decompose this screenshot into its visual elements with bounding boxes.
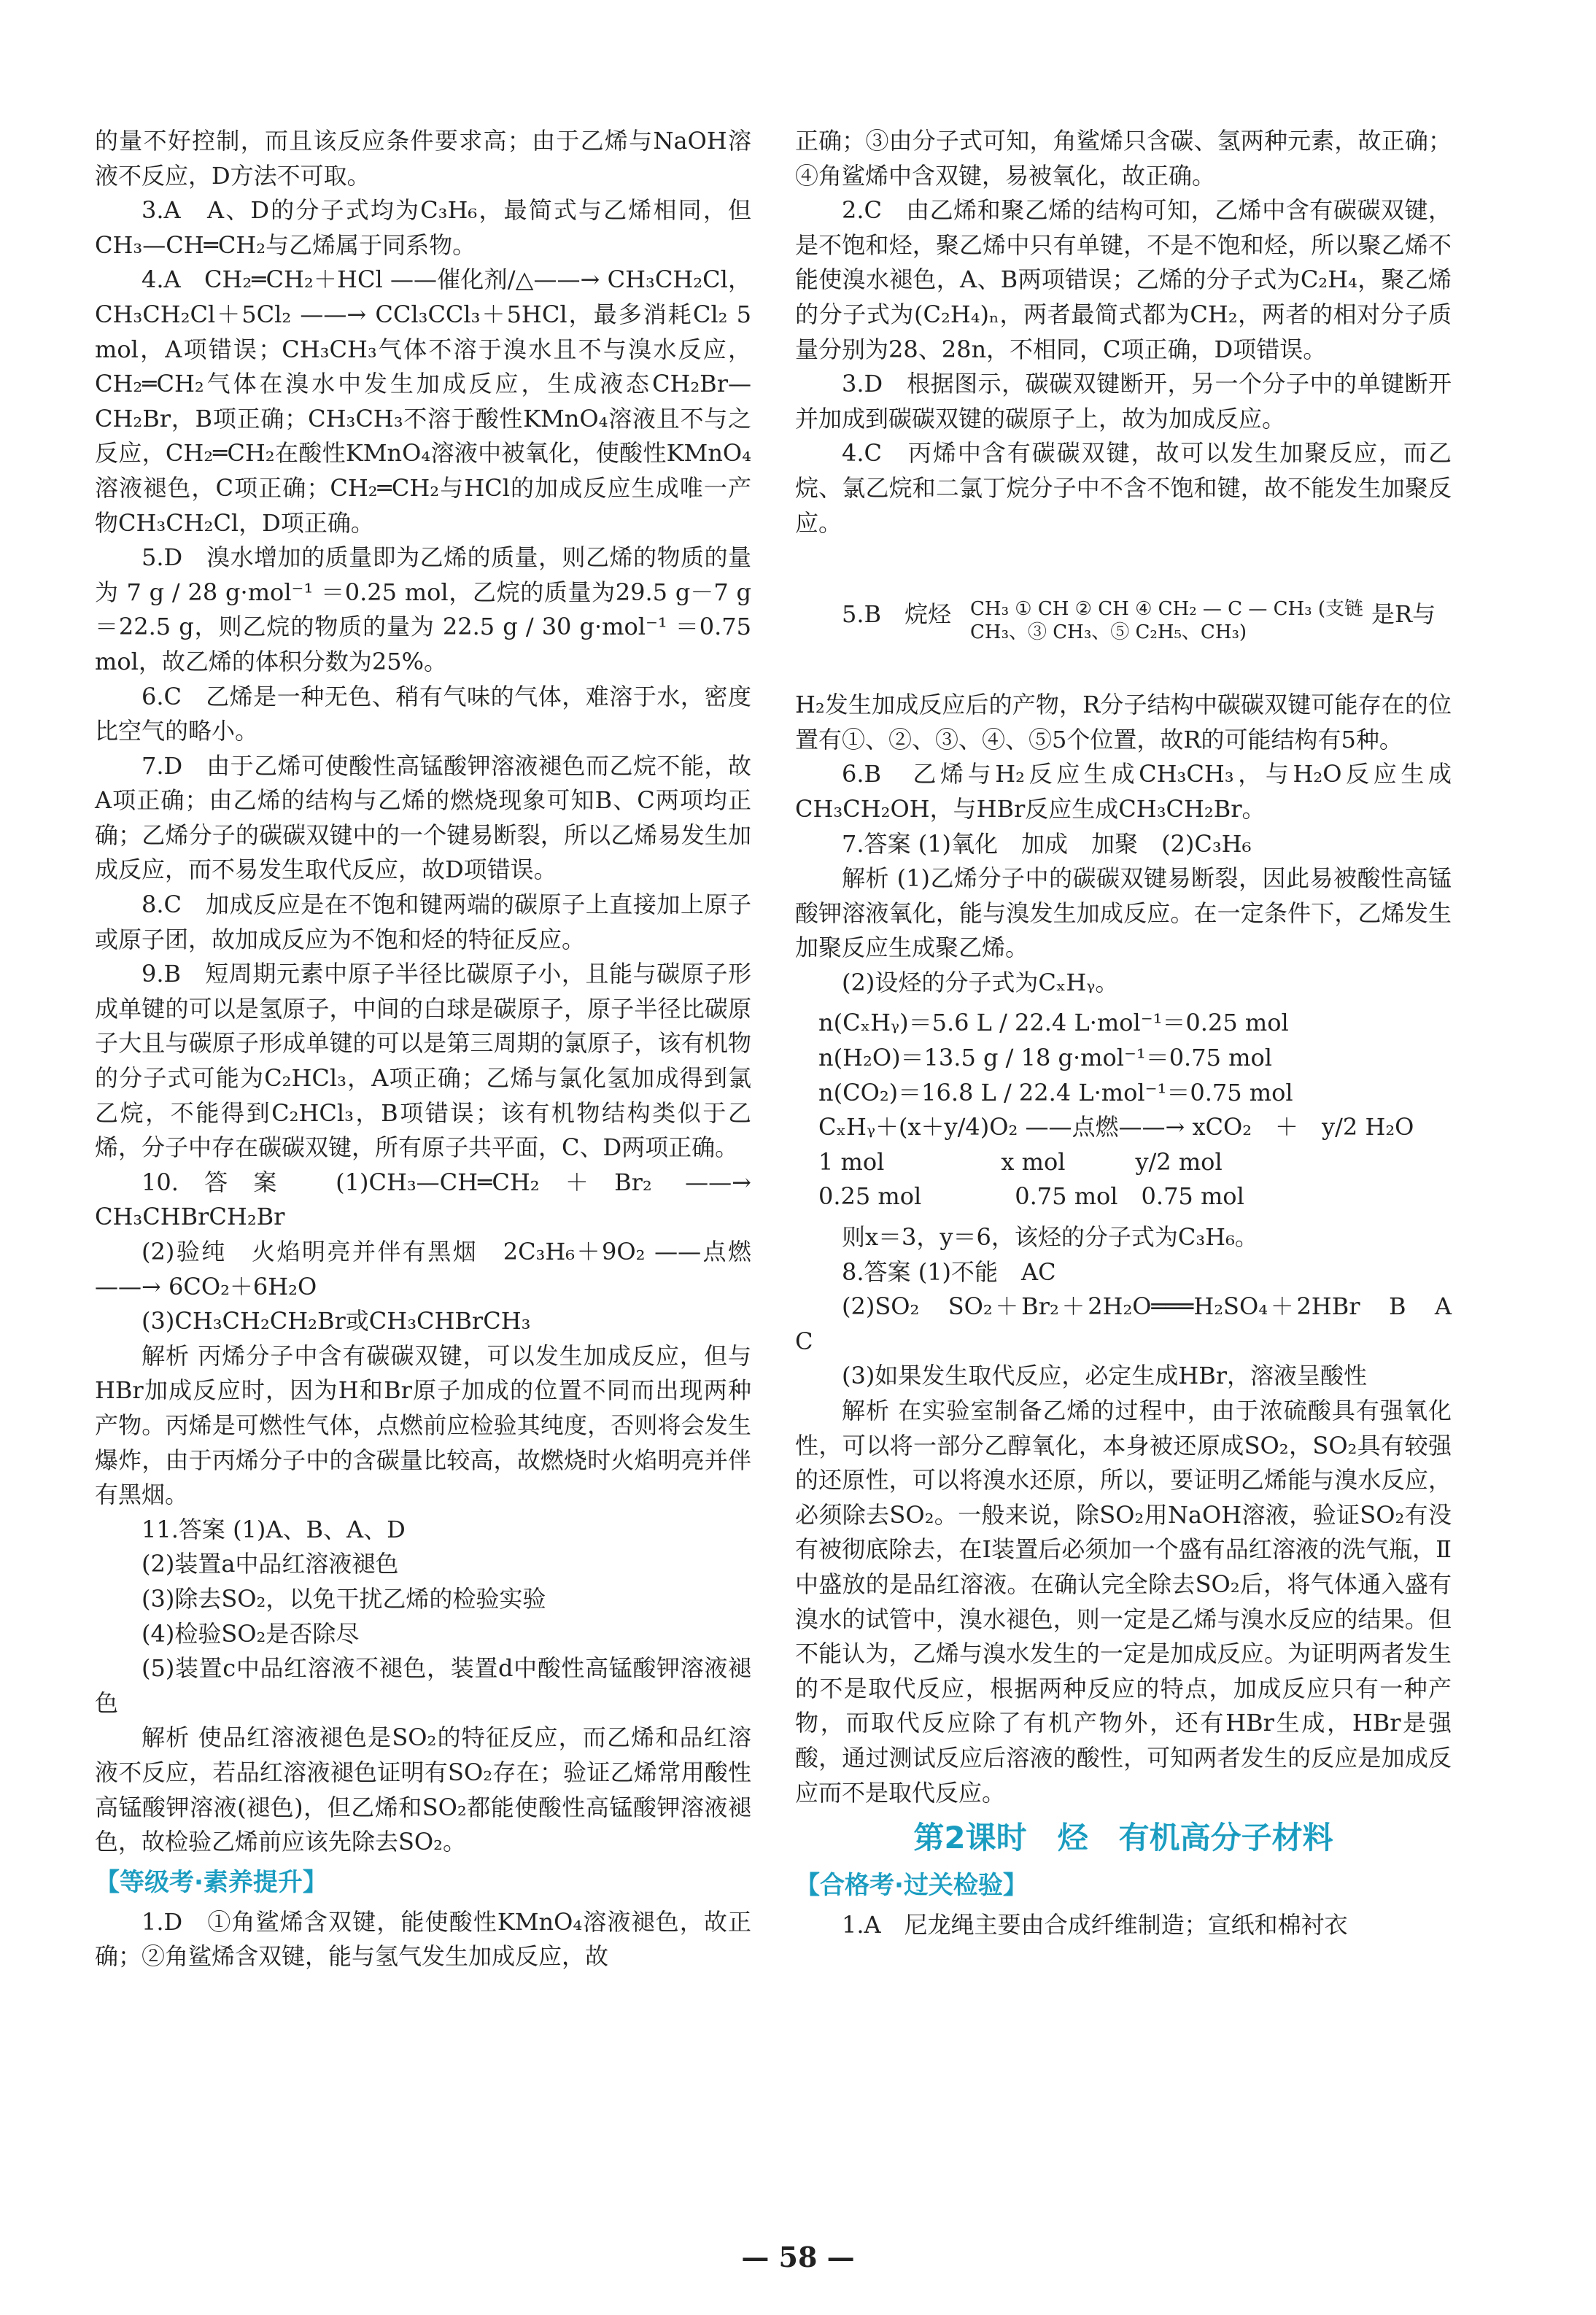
left-column	[95, 124, 751, 1974]
analysis-7-conclusion: 则x＝3，y＝6，该烃的分子式为C₃H₆。	[842, 1223, 1258, 1252]
answer-5-text: H₂发生加成反应后的产物，R分子结构中碳碳双键可能存在的位置有①、②、③、④、⑤5个位置，故R的可能结构有5种。	[795, 691, 1452, 753]
answer-2: 2.C 由乙烯和聚乙烯的结构可知，乙烯中含有碳碳双键，是不饱和烃，聚乙烯中只有单键，不是不饱和烃，所以聚乙烯不能使溴水褪色，A、B两项错误；乙烯的分子式为C₂H₄，聚乙烯的分子式为(C₂H₄)ₙ，两者最简式都为CH₂，两者的相对分子质量分别为28、28n，不相同，C项正确，D项错误。	[795, 196, 1452, 363]
answer-9: 9.B 短周期元素中原子半径比碳原子小，且能与碳原子形成单键的可以是氢原子，中间的白球是碳原子，原子半径比碳原子大且与碳原子形成单键的可以是第三周期的氯原子，该有机物的分子式可能为C₂HCl₃，A项正确；乙烯与氯化氢加成得到氯乙烷，不能得到C₂HCl₃，B项错误；该有机物结构类似于乙烯，分子中存在碳碳双键，所有原子共平面，C、D两项正确。	[95, 960, 751, 1162]
section-heading: 【等级考·素养提升】	[95, 1867, 328, 1897]
paragraph: 的量不好控制，而且该反应条件要求高；由于乙烯与NaOH溶液不反应，D方法不可取。	[95, 127, 751, 190]
answer-10: 10.答案 (1)CH₃—CH═CH₂＋Br₂ ——→ CH₃CHBrCH₂Br	[95, 1168, 751, 1231]
right-column	[795, 124, 1476, 1943]
structure-formula	[795, 545, 1452, 683]
equation: 1 mol x mol y/2 mol	[818, 1147, 1223, 1176]
answer-11-part5: (5)装置c中品红溶液不褪色，装置d中酸性高锰酸钾溶液褪色	[95, 1654, 751, 1717]
page-number: — 58 —	[741, 2241, 855, 2273]
equation: CₓHᵧ＋(x＋y/4)O₂ ——点燃——→ xCO₂ ＋ y/2 H₂O	[818, 1113, 1414, 1141]
answer-10-part2: (2)验纯 火焰明亮并伴有黑烟 2C₃H₆＋9O₂ ——点燃——→ 6CO₂＋6H₂O	[95, 1238, 751, 1300]
answer-7: 7.答案 (1)氧化 加成 加聚 (2)C₃H₆	[842, 829, 1252, 858]
answer-1: 1.D ①角鲨烯含双键，能使酸性KMnO₄溶液褪色，故正确；②角鲨烯含双键，能与氢气发生加成反应，故	[95, 1907, 751, 1971]
answer-5-prefix: 5.B 烷烃	[842, 600, 952, 629]
equation: n(H₂O)＝13.5 g / 18 g·mol⁻¹＝0.75 mol	[818, 1044, 1272, 1072]
answer-8: 8.答案 (1)不能 AC	[842, 1257, 1056, 1286]
analysis-7: 解析 (1)乙烯分子中的碳碳双键易断裂，因此易被酸性高锰酸钾溶液氧化，能与溴发生加成反应。在一定条件下，乙烯发生加聚反应生成聚乙烯。	[795, 864, 1452, 962]
answer-11-part4: (4)检验SO₂是否除尽	[142, 1619, 360, 1648]
answer-5-suffix: 是R与	[1371, 600, 1436, 629]
equation: n(CₓHᵧ)＝5.6 L / 22.4 L·mol⁻¹＝0.25 mol	[818, 1009, 1289, 1037]
answer-8-part2: (2)SO₂ SO₂＋Br₂＋2H₂O═══H₂SO₄＋2HBr B A C	[795, 1292, 1476, 1355]
section-heading: 【合格考·过关检验】	[795, 1871, 1028, 1901]
answer-11: 11.答案 (1)A、B、A、D	[142, 1515, 406, 1543]
analysis-7-part2: (2)设烃的分子式为CₓHᵧ。	[842, 968, 1119, 996]
answer-8: 8.C 加成反应是在不饱和键两端的碳原子上直接加上原子或原子团，故加成反应为不饱和烃的特征反应。	[95, 891, 751, 953]
paragraph: 正确；③由分子式可知，角鲨烯只含碳、氢两种元素，故正确；④角鲨烯中含双键，易被氧化，故正确。	[795, 127, 1452, 190]
answer-3: 3.A A、D的分子式均为C₃H₆，最简式与乙烯相同，但CH₃—CH═CH₂与乙烯属于同系物。	[95, 196, 751, 259]
answer-4: 4.A CH₂═CH₂＋HCl ——催化剂/△——→ CH₃CH₂Cl，CH₃CH₂Cl＋5Cl₂ ——→ CCl₃CCl₃＋5HCl，最多消耗Cl₂ 5 mol，A项错误；CH₃CH₃气体不溶于溴水且不与溴水反应，CH₂═CH₂气体在溴水中发生加成反应，生成液态CH₂Br—CH₂Br，B项正确；CH₃CH₃不溶于酸性KMnO₄溶液且不与之反应，CH₂═CH₂在酸性KMnO₄溶液中被氧化，使酸性KMnO₄溶液褪色，C项正确；CH₂═CH₂与HCl的加成反应生成唯一产物CH₃CH₂Cl，D项正确。	[95, 265, 751, 537]
lesson-title: 第2课时 烃 有机高分子材料	[913, 1820, 1333, 1856]
answer-3: 3.D 根据图示，碳碳双键断开，另一个分子中的单键断开并加成到碳碳双键的碳原子上，故为加成反应。	[795, 370, 1452, 433]
equation: 0.25 mol 0.75 mol 0.75 mol	[818, 1182, 1244, 1211]
analysis-8: 解析 在实验室制备乙烯的过程中，由于浓硫酸具有强氧化性，可以将一部分乙醇氧化，本身被还原成SO₂，SO₂具有较强的还原性，可以将溴水还原，所以，要证明乙烯能与溴水反应，必须除去SO₂。一般来说，除SO₂用NaOH溶液，验证SO₂有没有被彻底除去，在Ⅰ装置后必须加一个盛有品红溶液的洗气瓶，Ⅱ中盛放的是品红溶液。在确认完全除去SO₂后，将气体通入盛有溴水的试管中，溴水褪色，则一定是乙烯与溴水反应的结果。但不能认为，乙烯与溴水发生的一定是加成反应。为证明两者发生的不是取代反应，根据两种反应的特点，加成反应只有一种产物，而取代反应除了有机产物外，还有HBr生成，HBr是强酸，通过测试反应后溶液的酸性，可知两者发生的反应是加成反应而不是取代反应。	[795, 1397, 1452, 1807]
answer-6: 6.B 乙烯与H₂反应生成CH₃CH₃，与H₂O反应生成CH₃CH₂OH，与HBr反应生成CH₃CH₂Br。	[795, 760, 1452, 823]
answer-11-part3: (3)除去SO₂，以免干扰乙烯的检验实验	[142, 1584, 546, 1613]
analysis-11: 解析 使品红溶液褪色是SO₂的特征反应，而乙烯和品红溶液不反应，若品红溶液褪色证明有SO₂存在；验证乙烯常用酸性高锰酸钾溶液(褪色)，但乙烯和SO₂都能使酸性高锰酸钾溶液褪色，故检验乙烯前应该先除去SO₂。	[95, 1723, 751, 1856]
answer-10-part3: (3)CH₃CH₂CH₂Br或CH₃CHBrCH₃	[142, 1307, 531, 1335]
answer-4: 4.C 丙烯中含有碳碳双键，故可以发生加聚反应，而乙烷、氯乙烷和二氯丁烷分子中不含不饱和键，故不能发生加聚反应。	[795, 439, 1452, 537]
answer-7: 7.D 由于乙烯可使酸性高锰酸钾溶液褪色而乙烷不能，故A项正确；由乙烯的结构与乙烯的燃烧现象可知B、C两项均正确；乙烯分子的碳碳双键中的一个键易断裂，所以乙烯易发生加成反应，而不易发生取代反应，故D项错误。	[95, 751, 751, 884]
analysis-10: 解析 丙烯分子中含有碳碳双键，可以发生加成反应，但与HBr加成反应时，因为H和Br原子加成的位置不同而出现两种产物。丙烯是可燃性气体，点燃前应检验其纯度，否则将会发生爆炸，由于丙烯分子中的含碳量比较高，故燃烧时火焰明亮并伴有黑烟。	[95, 1341, 751, 1509]
answer-1: 1.A 尼龙绳主要由合成纤维制造；宣纸和棉衬衣	[842, 1911, 1348, 1939]
answer-6: 6.C 乙烯是一种无色、稍有气味的气体，难溶于水，密度比空气的略小。	[95, 682, 751, 745]
equation: n(CO₂)＝16.8 L / 22.4 L·mol⁻¹＝0.75 mol	[818, 1078, 1293, 1106]
calculation-block	[795, 1006, 1452, 1214]
answer-11-part2: (2)装置a中品红溶液褪色	[142, 1550, 399, 1578]
answer-5: 5.D 溴水增加的质量即为乙烯的质量，则乙烯的物质的量为 7 g / 28 g·mol⁻¹ ＝0.25 mol，乙烷的质量为29.5 g－7 g＝22.5 g，则乙烷的物质的量为 22.5 g / 30 g·mol⁻¹ ＝0.75 mol，故乙烯的体积分数为25%。	[95, 543, 751, 675]
alkane-structure: CH₃ ① CH ② CH ④ CH₂ — C — CH₃ (支链 CH₃、③ CH₃、⑤ C₂H₅、CH₃)	[970, 598, 1363, 644]
answer-8-part3: (3)如果发生取代反应，必定生成HBr，溶液呈酸性	[842, 1362, 1368, 1390]
